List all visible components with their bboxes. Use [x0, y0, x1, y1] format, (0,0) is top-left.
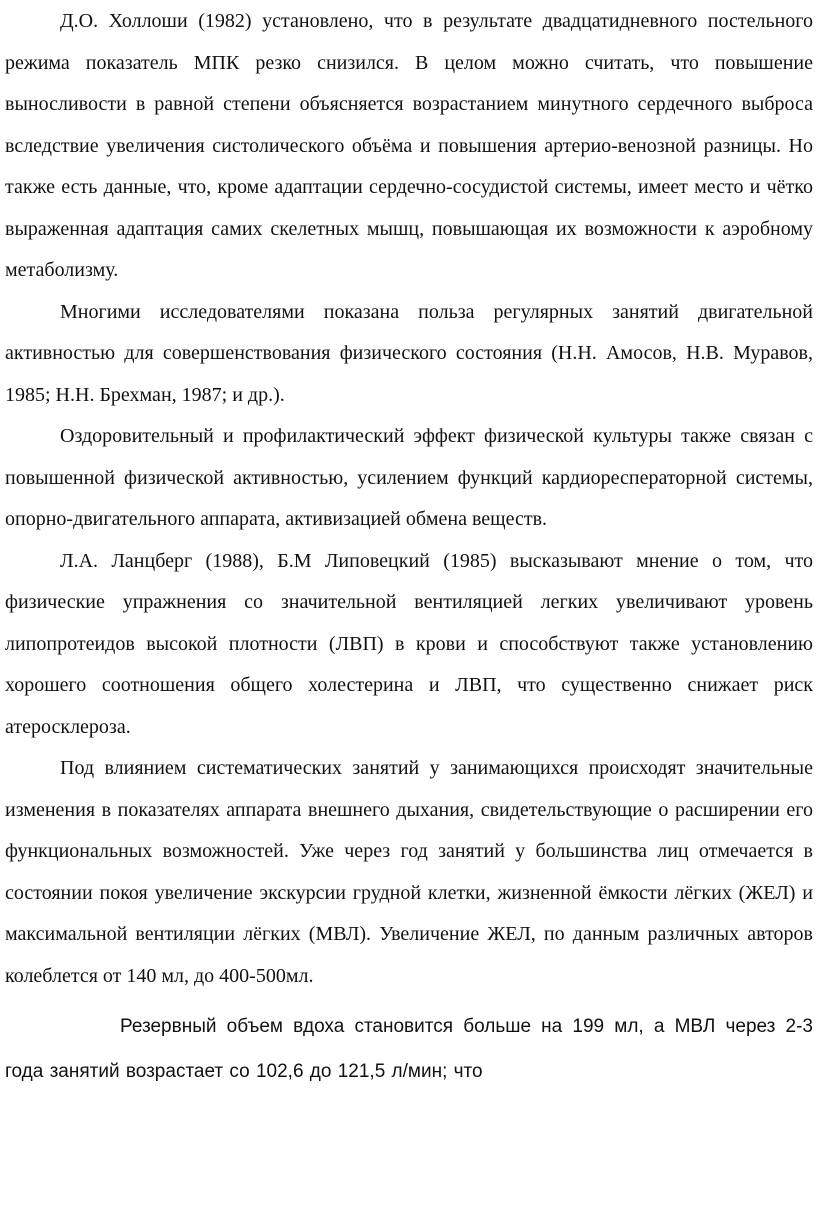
paragraph-health-effect: Оздоровительный и профилактический эффект физической культуры также связан с повышенной физической активностью, усилением функций кардиоресператорной системы, опорно-двигательного аппарата, активизацией обмена веществ.: [5, 425, 813, 530]
paragraph-external-respiration: Под влиянием систематических занятий у занимающихся происходят значительные изменения в показателях аппарата внешнего дыхания, свидетельствующие о расширении его функциональных возможностей. Уже через год занятий у большинства лиц отмечается в состоянии покоя увеличение экскурсии грудной клетки, жизненной ёмкости лёгких (ЖЕЛ) и максимальной вентиляции лёгких (МВЛ). Увеличение ЖЕЛ, по данным различных авторов колеблется от 140 мл, до 400-500мл.: [5, 757, 813, 987]
paragraph-lipoproteins: Л.А. Ланцберг (1988), Б.М Липовецкий (1985) высказывают мнение о том, что физические упражнения со значительной вентиляцией легких увеличивают уровень липопротеидов высокой плотности (ЛВП) в крови и способствуют также установлению хорошего соотношения общего холестерина и ЛВП, что существенно снижает риск атеросклероза.: [5, 549, 813, 738]
paragraph-vo2max: Д.О. Холлоши (1982) установлено, что в результате двадцатидневного постельного режима показатель МПК резко снизился. В целом можно считать, что повышение выносливости в равной степени объясняется возрастанием минутного сердечного выброса вследствие увеличения систолического объёма и повышения артерио-венозной разницы. Но также есть данные, что, кроме адаптации сердечно-сосудистой системы, имеет место и чётко выраженная адаптация самих скелетных мышц, повышающая их возможности к аэробному метаболизму.: [5, 10, 813, 281]
document-page: [5, 0, 813, 1094]
paragraph-reserve-volume: Резервный объем вдоха становится больше на 199 мл, а МВЛ через 2-3 года занятий возрастает со 102,6 до 121,5 л/мин; что: [5, 1016, 813, 1082]
paragraph-regular-activity: Многими исследователями показана польза регулярных занятий двигательной активностью для совершенствования физического состояния (Н.Н. Амосов, Н.В. Муравов, 1985; Н.Н. Брехман, 1987; и др.).: [5, 300, 813, 406]
